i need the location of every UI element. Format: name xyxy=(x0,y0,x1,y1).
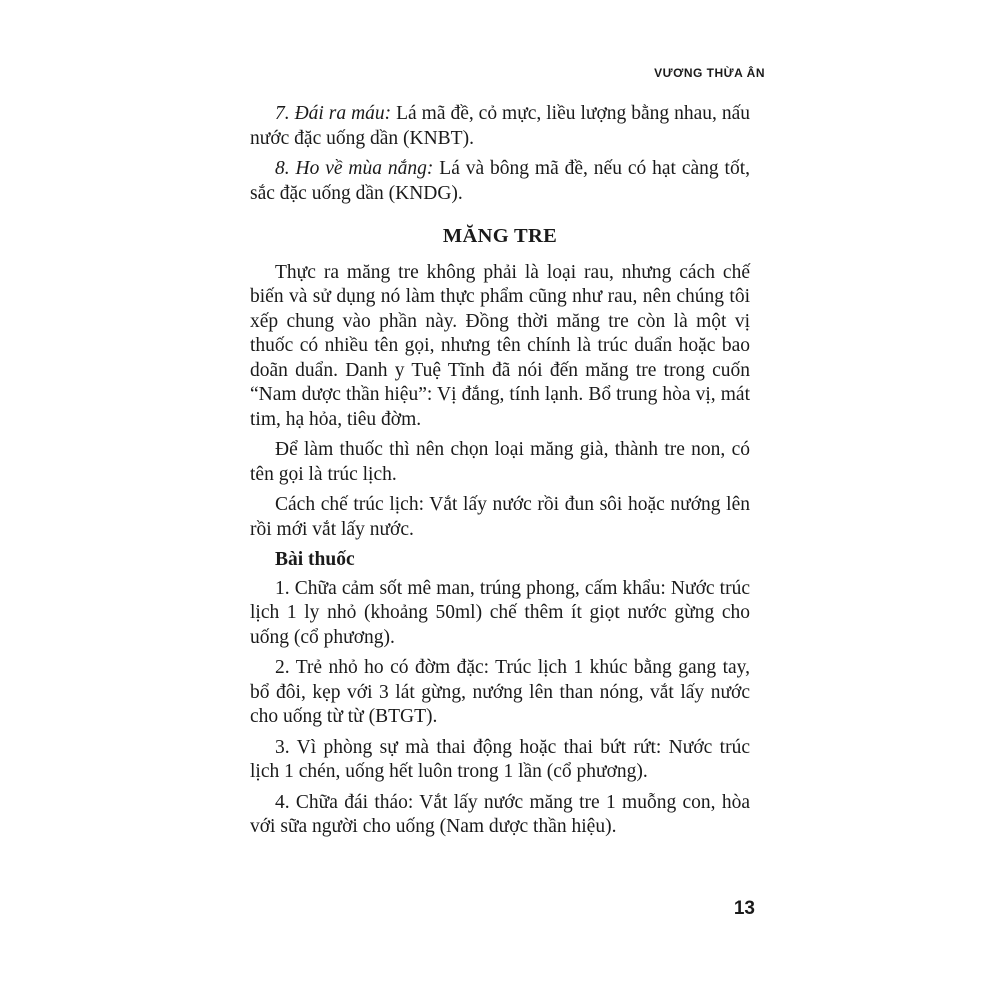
remedy-text: Lá và bông mã đề, nếu có hạt càng tốt, sắc đặc uống dần (KNDG). xyxy=(250,158,751,204)
remedy-paragraph: 4. Chữa đái tháo: Vắt lấy nước măng tre 1 muỗng con, hòa với sữa người cho uống (Nam dược thần hiệu). xyxy=(250,791,750,837)
section-title: MĂNG TRE xyxy=(442,225,558,247)
body-paragraph: Để làm thuốc thì nên chọn loại măng già, thành tre non, có tên gọi là trúc lịch. xyxy=(250,439,750,485)
remedy-paragraph: 2. Trẻ nhỏ ho có đờm đặc: Trúc lịch 1 khúc bằng gang tay, bổ đôi, kẹp với 3 lát gừng, nướng lên than nóng, vắt lấy nước cho uống từ từ (BTGT). xyxy=(250,657,750,727)
body-paragraph: Thực ra măng tre không phải là loại rau, nhưng cách chế biến và sử dụng nó làm thực phẩm cũng như rau, nên chúng tôi xếp chung vào phần này. Đồng thời măng tre còn là một vị thuốc có nhiều tên gọi, nhưng tên chính là trúc duẩn hoặc bao doãn duẩn. Danh y Tuệ Tĩnh đã nói đến măng tre trong cuốn “Nam dược thần hiệu”: Vị đắng, tính lạnh. Bổ trung hòa vị, mát tim, hạ hỏa, tiêu đờm. xyxy=(250,261,750,430)
remedy-item-7 xyxy=(250,102,750,151)
remedy-lead: 7. Đái ra máu: xyxy=(275,103,392,124)
remedy-text: Lá mã đề, cỏ mực, liều lượng bằng nhau, nấu nước đặc uống dần (KNBT). xyxy=(250,103,750,149)
page-number: 13 xyxy=(733,898,755,919)
remedies-heading: Bài thuốc xyxy=(275,549,355,570)
remedy-paragraph: 1. Chữa cảm sốt mê man, trúng phong, cấm khẩu: Nước trúc lịch 1 ly nhỏ (khoảng 50ml) chế thêm ít giọt nước gừng cho uống (cổ phương). xyxy=(250,577,750,648)
remedy-lead: 8. Ho về mùa nắng: xyxy=(275,158,434,179)
body-paragraph: Cách chế trúc lịch: Vắt lấy nước rồi đun sôi hoặc nướng lên rồi mới vắt lấy nước. xyxy=(250,494,750,540)
remedy-item-8 xyxy=(250,157,750,206)
page-body xyxy=(250,102,750,846)
remedy-paragraph: 3. Vì phòng sự mà thai động hoặc thai bứt rứt: Nước trúc lịch 1 chén, uống hết luôn trong 1 lần (cổ phương). xyxy=(250,736,750,782)
running-header: VƯƠNG THỪA ÂN xyxy=(654,66,765,80)
